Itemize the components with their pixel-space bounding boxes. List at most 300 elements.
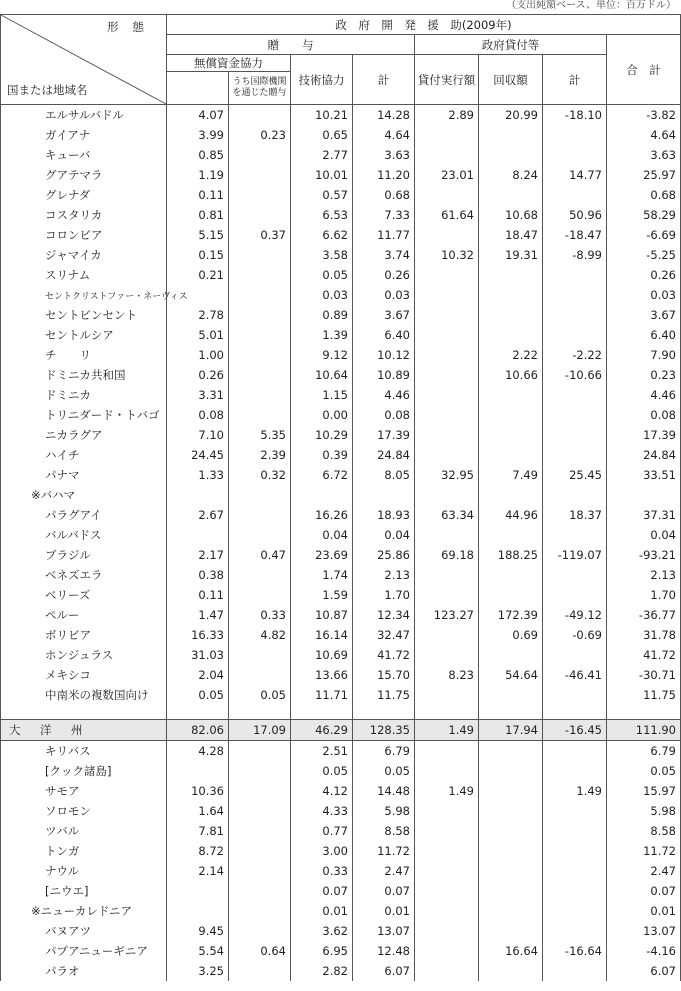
country-name: バヌアツ — [1, 921, 167, 941]
loan-recovered-value: 0.69 — [479, 625, 543, 645]
total-value: 0.68 — [607, 185, 681, 205]
via-intl-value: 0.05 — [229, 685, 291, 705]
tech-coop-value: 6.62 — [291, 225, 353, 245]
loan-total-value — [543, 325, 607, 345]
table-row — [1, 545, 681, 565]
loan-recovered-value — [479, 841, 543, 861]
grant-aid-value: 0.11 — [167, 185, 229, 205]
loan-recovered-value — [479, 445, 543, 465]
total-value: 6.79 — [607, 741, 681, 762]
loan-total-value — [543, 645, 607, 665]
loan-recovered-value — [479, 325, 543, 345]
table-row — [1, 705, 681, 720]
country-name: スリナム — [1, 265, 167, 285]
loan-disbursed-value: 69.18 — [415, 545, 479, 565]
tech-coop-value: 3.00 — [291, 841, 353, 861]
grant-aid-value: 3.99 — [167, 125, 229, 145]
grant-aid-value: 0.11 — [167, 585, 229, 605]
grant-aid-value: 3.25 — [167, 961, 229, 981]
via-intl-value — [229, 761, 291, 781]
loan-total-value — [543, 901, 607, 921]
loan-disbursed-value — [415, 761, 479, 781]
tech-coop-value: 0.77 — [291, 821, 353, 841]
grant-aid-value: 82.06 — [167, 720, 229, 741]
loan-disbursed-value — [415, 565, 479, 585]
loan-recovered-value — [479, 265, 543, 285]
country-name: [ニウエ] — [1, 881, 167, 901]
loan-recovered-value — [479, 485, 543, 505]
total-value: 11.72 — [607, 841, 681, 861]
table-row — [1, 761, 681, 781]
grant-aid-value: 0.05 — [167, 685, 229, 705]
tech-coop-value: 1.15 — [291, 385, 353, 405]
grant-total-value: 7.33 — [353, 205, 415, 225]
loan-total-value — [543, 821, 607, 841]
table-row — [1, 525, 681, 545]
grant-total-value: 15.70 — [353, 665, 415, 685]
grant-total-header: 計 — [353, 55, 415, 105]
country-name: ペルー — [1, 605, 167, 625]
tech-coop-value: 0.39 — [291, 445, 353, 465]
loan-total-value — [543, 565, 607, 585]
loan-disbursed-value — [415, 705, 479, 720]
grant-total-value: 1.70 — [353, 585, 415, 605]
grant-total-value: 14.48 — [353, 781, 415, 801]
loan-total-value: 1.49 — [543, 781, 607, 801]
grant-aid-value: 7.10 — [167, 425, 229, 445]
corner-header — [1, 15, 167, 105]
grant-aid-value: 1.64 — [167, 801, 229, 821]
grant-aid-value — [167, 761, 229, 781]
country-name: キリバス — [1, 741, 167, 762]
tech-coop-value: 10.87 — [291, 605, 353, 625]
loan-disbursed-value — [415, 485, 479, 505]
table-header — [1, 15, 681, 105]
loan-recovered-value — [479, 305, 543, 325]
total-value: 0.03 — [607, 285, 681, 305]
loan-total-value: -0.69 — [543, 625, 607, 645]
loan-total-value — [543, 741, 607, 762]
grant-total-value: 10.89 — [353, 365, 415, 385]
loan-total-value: -2.22 — [543, 345, 607, 365]
via-intl-value: 0.47 — [229, 545, 291, 565]
loan-recovered-value — [479, 685, 543, 705]
grant-aid-value: 2.17 — [167, 545, 229, 565]
tech-coop-value: 10.64 — [291, 365, 353, 385]
loan-total-value — [543, 921, 607, 941]
via-intl-value — [229, 345, 291, 365]
loan-total-value — [543, 801, 607, 821]
loan-disbursed-value — [415, 841, 479, 861]
grant-total-value: 2.13 — [353, 565, 415, 585]
loan-total-value: -18.47 — [543, 225, 607, 245]
grant-total-value: 12.48 — [353, 941, 415, 961]
country-name: 大 洋 州 — [1, 720, 167, 741]
loan-recovered-value: 8.24 — [479, 165, 543, 185]
grant-total-value: 3.74 — [353, 245, 415, 265]
table-row — [1, 741, 681, 762]
tech-coop-value: 13.66 — [291, 665, 353, 685]
table-row — [1, 305, 681, 325]
country-name: ジャマイカ — [1, 245, 167, 265]
grant-aid-value: 2.04 — [167, 665, 229, 685]
loan-recovered-value: 16.64 — [479, 941, 543, 961]
tech-coop-value: 6.95 — [291, 941, 353, 961]
loan-total-value — [543, 705, 607, 720]
via-intl-value — [229, 185, 291, 205]
table-row — [1, 165, 681, 185]
via-intl-value: 0.23 — [229, 125, 291, 145]
total-value: -93.21 — [607, 545, 681, 565]
grant-aid-value: 2.14 — [167, 861, 229, 881]
via-intl-value — [229, 801, 291, 821]
via-intl-value — [229, 305, 291, 325]
loan-recovered-value — [479, 525, 543, 545]
table-row — [1, 565, 681, 585]
loan-disbursed-value — [415, 125, 479, 145]
loan-recovered-value — [479, 585, 543, 605]
tech-coop-value: 1.59 — [291, 585, 353, 605]
country-name: サモア — [1, 781, 167, 801]
grant-aid-value: 5.01 — [167, 325, 229, 345]
country-name: ハイチ — [1, 445, 167, 465]
loan-recovered-value — [479, 821, 543, 841]
loan-disbursed-header: 貸付実行額 — [415, 55, 479, 105]
via-intl-value — [229, 145, 291, 165]
table-row — [1, 881, 681, 901]
loan-total-value: 50.96 — [543, 205, 607, 225]
table-row — [1, 485, 681, 505]
loan-disbursed-value: 123.27 — [415, 605, 479, 625]
country-name: ドミニカ共和国 — [1, 365, 167, 385]
grant-aid-value: 2.78 — [167, 305, 229, 325]
via-intl-value: 5.35 — [229, 425, 291, 445]
grant-aid-value: 0.38 — [167, 565, 229, 585]
grant-aid-value: 1.19 — [167, 165, 229, 185]
tech-coop-value: 16.26 — [291, 505, 353, 525]
total-value: 1.70 — [607, 585, 681, 605]
loan-recovered-value — [479, 901, 543, 921]
grant-aid-value: 0.81 — [167, 205, 229, 225]
table-row — [1, 465, 681, 485]
unit-note: （支出純額ベース、単位：百万ドル） — [506, 0, 676, 11]
total-value: -4.16 — [607, 941, 681, 961]
grant-aid-value: 0.26 — [167, 365, 229, 385]
country-name: エルサルバドル — [1, 105, 167, 126]
grant-total-value: 24.84 — [353, 445, 415, 465]
loan-recovered-value — [479, 705, 543, 720]
loan-total-value — [543, 525, 607, 545]
country-name: ※ニューカレドニア — [1, 901, 167, 921]
tech-coop-value: 10.29 — [291, 425, 353, 445]
grant-total-value: 14.28 — [353, 105, 415, 126]
table-row — [1, 645, 681, 665]
grant-aid-value: 31.03 — [167, 645, 229, 665]
country-name: ドミニカ — [1, 385, 167, 405]
grant-aid-value: 0.15 — [167, 245, 229, 265]
country-name: ニカラグア — [1, 425, 167, 445]
loan-total-value: -18.10 — [543, 105, 607, 126]
tech-coop-value: 6.53 — [291, 205, 353, 225]
loan-disbursed-value — [415, 861, 479, 881]
tech-coop-value: 10.01 — [291, 165, 353, 185]
country-name: パラオ — [1, 961, 167, 981]
grant-total-value — [353, 705, 415, 720]
grant-total-value: 0.01 — [353, 901, 415, 921]
grant-aid-value: 2.67 — [167, 505, 229, 525]
total-value: 0.01 — [607, 901, 681, 921]
loan-disbursed-value: 32.95 — [415, 465, 479, 485]
via-intl-value — [229, 901, 291, 921]
tech-coop-value: 0.65 — [291, 125, 353, 145]
table-row — [1, 325, 681, 345]
tech-coop-value: 2.51 — [291, 741, 353, 762]
loan-disbursed-value — [415, 881, 479, 901]
country-name: ナウル — [1, 861, 167, 881]
table-row — [1, 720, 681, 741]
loan-total-value — [543, 285, 607, 305]
total-value: 11.75 — [607, 685, 681, 705]
loan-total-value — [543, 125, 607, 145]
tech-coop-value: 10.21 — [291, 105, 353, 126]
via-intl-value: 0.33 — [229, 605, 291, 625]
loan-recovered-value — [479, 145, 543, 165]
country-name: パラグアイ — [1, 505, 167, 525]
total-value: 17.39 — [607, 425, 681, 445]
loan-recovered-header: 回収額 — [479, 55, 543, 105]
grant-total-value: 128.35 — [353, 720, 415, 741]
loan-recovered-value — [479, 921, 543, 941]
grant-total-value: 0.26 — [353, 265, 415, 285]
via-intl-value: 2.39 — [229, 445, 291, 465]
loan-disbursed-value — [415, 185, 479, 205]
table-row — [1, 185, 681, 205]
loan-recovered-value — [479, 801, 543, 821]
loan-recovered-value — [479, 861, 543, 881]
grant-aid-value — [167, 485, 229, 505]
total-value: 31.78 — [607, 625, 681, 645]
grant-total-value: 4.64 — [353, 125, 415, 145]
table-row — [1, 585, 681, 605]
loan-total-value — [543, 861, 607, 881]
tech-coop-value — [291, 485, 353, 505]
via-intl-value — [229, 485, 291, 505]
loan-recovered-value — [479, 405, 543, 425]
tech-coop-value: 0.07 — [291, 881, 353, 901]
loan-recovered-value — [479, 881, 543, 901]
tech-coop-value: 0.05 — [291, 265, 353, 285]
loan-disbursed-value: 10.32 — [415, 245, 479, 265]
table-row — [1, 861, 681, 881]
grant-aid-value: 1.00 — [167, 345, 229, 365]
via-intl-value — [229, 665, 291, 685]
loan-disbursed-value: 1.49 — [415, 781, 479, 801]
grant-total-value: 6.07 — [353, 961, 415, 981]
loan-total-value: -16.45 — [543, 720, 607, 741]
via-intl-value — [229, 585, 291, 605]
via-intl-value — [229, 385, 291, 405]
total-value: 25.97 — [607, 165, 681, 185]
table-row — [1, 445, 681, 465]
total-value: 0.26 — [607, 265, 681, 285]
grant-total-value: 11.72 — [353, 841, 415, 861]
total-value: -5.25 — [607, 245, 681, 265]
via-intl-value: 17.09 — [229, 720, 291, 741]
grant-total-value: 6.79 — [353, 741, 415, 762]
via-intl-value — [229, 525, 291, 545]
table-row — [1, 605, 681, 625]
via-intl-value — [229, 405, 291, 425]
grant-aid-value: 8.72 — [167, 841, 229, 861]
loan-recovered-value — [479, 425, 543, 445]
grant-total-value: 17.39 — [353, 425, 415, 445]
loan-disbursed-value — [415, 365, 479, 385]
loan-recovered-value — [479, 385, 543, 405]
grant-total-value: 8.58 — [353, 821, 415, 841]
grant-total-value: 5.98 — [353, 801, 415, 821]
tech-coop-header: 技術協力 — [291, 55, 353, 105]
loan-total-value — [543, 445, 607, 465]
total-value: 3.63 — [607, 145, 681, 165]
loan-disbursed-value — [415, 305, 479, 325]
country-name: ホンジュラス — [1, 645, 167, 665]
country-name: キューバ — [1, 145, 167, 165]
tech-coop-value: 3.62 — [291, 921, 353, 941]
grant-aid-value: 10.36 — [167, 781, 229, 801]
total-value: 33.51 — [607, 465, 681, 485]
table-row — [1, 801, 681, 821]
table-row — [1, 285, 681, 305]
oda-table — [0, 14, 681, 981]
total-value: 6.40 — [607, 325, 681, 345]
via-intl-value — [229, 781, 291, 801]
via-intl-value — [229, 841, 291, 861]
via-intl-value — [229, 741, 291, 762]
loan-total-value — [543, 185, 607, 205]
grant-aid-value — [167, 705, 229, 720]
country-name: チ リ — [1, 345, 167, 365]
grant-total-value: 0.07 — [353, 881, 415, 901]
country-name: セントビンセント — [1, 305, 167, 325]
grant-total-value: 32.47 — [353, 625, 415, 645]
loan-recovered-value: 20.99 — [479, 105, 543, 126]
loan-disbursed-value: 63.34 — [415, 505, 479, 525]
via-intl-value — [229, 105, 291, 126]
tech-coop-value: 0.05 — [291, 761, 353, 781]
oda-title: 政 府 開 発 援 助(2009年) — [167, 15, 681, 35]
loan-recovered-value — [479, 761, 543, 781]
table-row — [1, 125, 681, 145]
grant-total-value: 2.47 — [353, 861, 415, 881]
total-value: 3.67 — [607, 305, 681, 325]
loan-disbursed-value — [415, 961, 479, 981]
total-value: -36.77 — [607, 605, 681, 625]
loan-disbursed-value — [415, 225, 479, 245]
grant-aid-value: 1.47 — [167, 605, 229, 625]
table-row — [1, 265, 681, 285]
grant-aid-value: 4.07 — [167, 105, 229, 126]
loan-total-value: 25.45 — [543, 465, 607, 485]
grant-total-value: 0.03 — [353, 285, 415, 305]
total-value: -3.82 — [607, 105, 681, 126]
table-row — [1, 921, 681, 941]
tech-coop-value: 2.77 — [291, 145, 353, 165]
via-intl-value — [229, 645, 291, 665]
via-intl-value — [229, 961, 291, 981]
loan-recovered-value: 2.22 — [479, 345, 543, 365]
via-intl-value — [229, 565, 291, 585]
corner-bottom-label: 国または地域名 — [7, 83, 88, 97]
loan-disbursed-value — [415, 741, 479, 762]
grant-aid-value: 0.21 — [167, 265, 229, 285]
total-value: 5.98 — [607, 801, 681, 821]
grant-aid-value: 5.54 — [167, 941, 229, 961]
tech-coop-value: 9.12 — [291, 345, 353, 365]
loan-total-value — [543, 761, 607, 781]
country-name: ガイアナ — [1, 125, 167, 145]
loan-disbursed-value: 1.49 — [415, 720, 479, 741]
loan-disbursed-value: 61.64 — [415, 205, 479, 225]
table-row — [1, 225, 681, 245]
grant-total-value: 3.63 — [353, 145, 415, 165]
country-name: 中南米の複数国向け — [1, 685, 167, 705]
loan-disbursed-value: 8.23 — [415, 665, 479, 685]
total-header: 合 計 — [607, 35, 681, 105]
tech-coop-value: 6.72 — [291, 465, 353, 485]
table-row — [1, 685, 681, 705]
country-name: グレナダ — [1, 185, 167, 205]
via-intl-value — [229, 245, 291, 265]
grant-total-value: 6.40 — [353, 325, 415, 345]
tech-coop-value: 0.04 — [291, 525, 353, 545]
tech-coop-value: 4.33 — [291, 801, 353, 821]
total-value: 6.07 — [607, 961, 681, 981]
grant-total-value: 10.12 — [353, 345, 415, 365]
loan-total-value — [543, 585, 607, 605]
table-row — [1, 505, 681, 525]
loan-disbursed-value: 23.01 — [415, 165, 479, 185]
loan-recovered-value — [479, 781, 543, 801]
total-value: 4.46 — [607, 385, 681, 405]
via-intl-value — [229, 921, 291, 941]
loan-recovered-value: 17.94 — [479, 720, 543, 741]
corner-top-label: 形態 — [107, 20, 158, 34]
total-value: 0.08 — [607, 405, 681, 425]
loan-total-value — [543, 265, 607, 285]
loan-recovered-value: 44.96 — [479, 505, 543, 525]
total-value: 8.58 — [607, 821, 681, 841]
grant-total-value: 0.68 — [353, 185, 415, 205]
loan-total-header: 計 — [543, 55, 607, 105]
loan-total-value — [543, 145, 607, 165]
grant-aid-value: 9.45 — [167, 921, 229, 941]
via-intl-value: 0.37 — [229, 225, 291, 245]
grant-aid-value: 7.81 — [167, 821, 229, 841]
grant-total-value: 3.67 — [353, 305, 415, 325]
loan-disbursed-value — [415, 345, 479, 365]
total-value: 0.23 — [607, 365, 681, 385]
country-name: コスタリカ — [1, 205, 167, 225]
total-value — [607, 485, 681, 505]
loan-disbursed-value — [415, 645, 479, 665]
loan-header: 政府貸付等 — [415, 35, 607, 55]
loan-recovered-value — [479, 125, 543, 145]
loan-total-value: -10.66 — [543, 365, 607, 385]
via-intl-value: 0.32 — [229, 465, 291, 485]
grant-aid-value: 3.31 — [167, 385, 229, 405]
via-intl-value — [229, 325, 291, 345]
table-row — [1, 665, 681, 685]
